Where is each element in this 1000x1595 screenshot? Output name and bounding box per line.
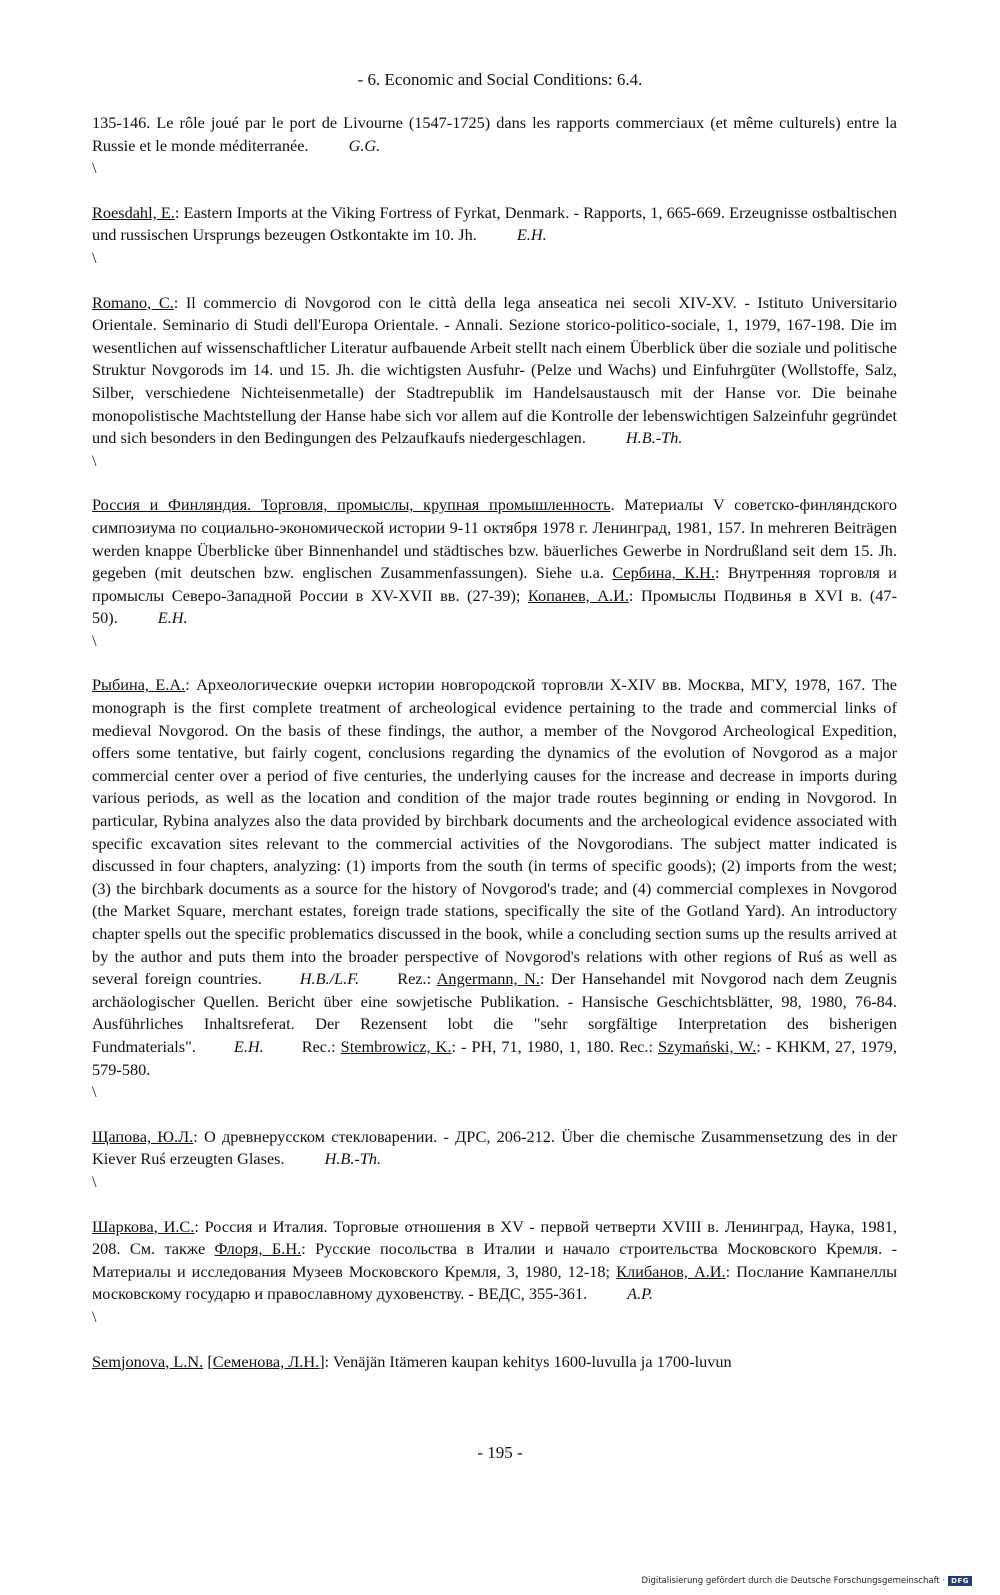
reviewer-initials: A.P. xyxy=(627,1284,654,1304)
entry-text: : Eastern Imports at the Viking Fortress of Fyrkat, Denmark. - Rapports, 1, 665-669. Erzeugnisse ostbaltischen und russischen Ursprungs bezeugen Ostkontakte im 10. Jh. xyxy=(92,202,898,245)
entry-sharkova xyxy=(92,1216,897,1306)
reviewer-initials: H.B./L.F. xyxy=(299,969,360,989)
author-name: Semjonova, L.N. xyxy=(92,1351,204,1371)
entry-separator: \ xyxy=(92,1082,97,1102)
dfg-logo: DFG xyxy=(948,1576,972,1586)
author-name: Флоря, Б.Н. xyxy=(214,1239,302,1259)
entry-separator: \ xyxy=(92,247,97,267)
reviewer-initials: G.G. xyxy=(348,135,381,155)
entry-separator: \ xyxy=(92,630,97,650)
author-name: Клибанов, А.И. xyxy=(616,1261,726,1281)
entry-text: : Venäjän Itämeren kaupan kehitys 1600-luvulla ja 1700-luvun xyxy=(324,1351,732,1371)
entry-text: : Der Hansehandel mit Novgorod nach dem Zeugnis archäologischer Quellen. Bericht über eine sowjetische Publikation. - Hansische Geschichtsblätter, 98, 1980, 76-84. Ausführliches Inhaltsreferat. Der Rezensent lobt die "sehr sorgfältige Interpretation des bisherigen Fundmaterials". xyxy=(92,969,898,1056)
author-name: Szymański, W. xyxy=(658,1036,757,1056)
digitization-credit xyxy=(642,1576,972,1586)
entry-separator: \ xyxy=(92,158,97,178)
entry-semjonova xyxy=(92,1351,897,1374)
review-marker: Rec.: xyxy=(619,1036,653,1056)
entry-roesdahl xyxy=(92,202,897,247)
entry-text: : Послание Кампанеллы московскому государю и православному духовенству. - ВЕДС, 355-361. xyxy=(92,1261,898,1304)
entry-text: : - PH, 71, 1980, 1, 180. xyxy=(451,1036,615,1056)
author-name: Roesdahl, E. xyxy=(92,202,175,222)
reviewer-initials: H.B.-Th. xyxy=(625,428,683,448)
reviewer-initials: H.B.-Th. xyxy=(324,1149,382,1169)
author-name: Копанев, А.И. xyxy=(527,585,629,605)
author-name: Angermann, N. xyxy=(436,969,540,989)
entry-separator: \ xyxy=(92,1171,97,1191)
review-marker: Rec.: xyxy=(301,1036,336,1056)
reviewer-initials: E.H. xyxy=(157,608,188,628)
entry-rybina xyxy=(92,674,897,1081)
entry-livourne xyxy=(92,112,897,157)
entry-romano xyxy=(92,292,897,450)
entry-text: : Внутренняя торговля и промыслы Северо-Западной России в XV-XVII вв. (27-39); xyxy=(92,563,897,605)
author-name: [Семенова, Л.Н.] xyxy=(207,1351,325,1371)
entry-text: : - KHKM, 27, 1979, 579-580. xyxy=(92,1036,897,1079)
reviewer-initials: E.H. xyxy=(516,225,547,245)
bibliography-column xyxy=(92,112,897,1373)
review-marker: Rez.: xyxy=(397,969,432,989)
entry-text: : О древнерусском стекловарении. - ДРС, 206-212. Über die chemische Zusammensetzung des in der Kiever Ruś erzeugten Glases. xyxy=(92,1126,898,1169)
entry-text: : Промыслы Подвинья в XVI в. (47-50). xyxy=(92,585,897,628)
page-header: - 6. Economic and Social Conditions: 6.4. xyxy=(357,70,643,89)
author-name: Romano, C. xyxy=(92,292,174,312)
entry-rossiya-finlyandiya xyxy=(92,494,897,630)
author-name: Щапова, Ю.Л. xyxy=(92,1126,194,1146)
entry-text: : Археологические очерки истории новгородской торговли X-XIV вв. Москва, МГУ, 1978, 167. The monograph is the first complete treatment of archeological evidence pertaining to the trade and commercial links of medieval Novgorod. On the basis of these findings, the author, a member of the Novgorod Archeological Expedition, offers some tentative, but fairly cogent, conclusions regarding the dynamics of the evolution of Novgorod as a major commercial center over a period of five centuries, the underlying causes for the increase and decrease in imports during various periods, as well as the location and condition of the major trade routes beginning or ending in Novgorod. In particular, Rybina analyzes also the data provided by birchbark documents and the archeological evidence associated with specific excavation sites relevant to the commercial activities of the Novgorodians. The subject matter indicated is discussed in four chapters, analyzing: (1) imports from the south (in terms of specific goods); (2) imports from the west; (3) the birchbark documents as a source for the history of Novgorod's trade; and (4) commercial complexes in Novgorod (the Market Square, merchant estates, foreign trade stations, specifically the site of the Gotland Yard). An introductory chapter spells out the specific problematics discussed in the book, while a concluding section sums up the results arrived at by the author and puts them into the broader perspective of Novgorod's relations with other regions of Ruś as well as several foreign countries. xyxy=(92,675,897,989)
credit-text: Digitalisierung gefördert durch die Deutsche Forschungsgemeinschaft · xyxy=(641,1576,946,1586)
volume-title: Россия и Финляндия. Торговля, промыслы, крупная промышленность xyxy=(92,495,611,515)
entry-text: 135-146. Le rôle joué par le port de Livourne (1547-1725) dans les rapports commerciaux (et même culturels) entre la Russie et le monde méditerranée. xyxy=(92,113,897,155)
entry-text: : Il commercio di Novgorod con le città della lega anseatica nei secoli XIV-XV. - Istituto Universitario Orientale. Seminario di Studi dell'Europa Orientale. - Annali. Sezione storico-politico-sociale, 1, 1979, 167-198. Die im wesentlichen auf wissenschaftlicher Literatur aufbauende Arbeit stellt nach einem Überblick über die soziale und politische Struktur Novgorods im 14. und 15. Jh. die wichtigsten Ausfuhr- (Pelze und Wachs) und Einfuhrgüter (Wollstoffe, Salz, Silber, verschiedene Nichteisenmetalle) der Stadtrepublik im Handelsaustausch mit der Hanse vor. Die beinahe monopolistische Machtstellung der Hanse habe sich vor allem auf die Kontrolle der lebenswichtigen Salzeinfuhr gegründet und sich besonders in den Bedingungen des Pelzaufkaufs niedergeschlagen. xyxy=(92,292,897,448)
page-number: - 195 - xyxy=(477,1443,523,1462)
author-name: Рыбина, Е.А. xyxy=(92,675,186,695)
entry-text: : Россия и Италия. Торговые отношения в XV - первой четверти XVIII в. Ленинград, Наука, 1981, 208. См. также xyxy=(92,1216,897,1259)
author-name: Шаркова, И.С. xyxy=(92,1216,195,1236)
entry-text: : Русские посольства в Италии и начало строительства Московского Кремля. - Материалы и исследования Музеев Московского Кремля, 3, 1980, 12-18; xyxy=(92,1239,897,1281)
author-name: Stembrowicz, K. xyxy=(340,1036,452,1056)
entry-text: . Материалы V советско-финляндского симпозиума по социально-экономической истории 9-11 октября 1978 г. Ленинград, 1981, 157. In mehreren Beiträgen werden knappe Überblicke über Binnenhandel und städtisches bzw. bäuerliches Gewerbe in Nordrußland seit dem 15. Jh. gegeben (mit deutschen bzw. englischen Zusammenfassungen). Siehe u.a. xyxy=(92,495,897,583)
entry-separator: \ xyxy=(92,450,97,470)
author-name: Сербина, К.Н. xyxy=(612,563,715,583)
entry-separator: \ xyxy=(92,1306,97,1326)
reviewer-initials: E.H. xyxy=(233,1036,264,1056)
entry-shchapova xyxy=(92,1126,897,1171)
